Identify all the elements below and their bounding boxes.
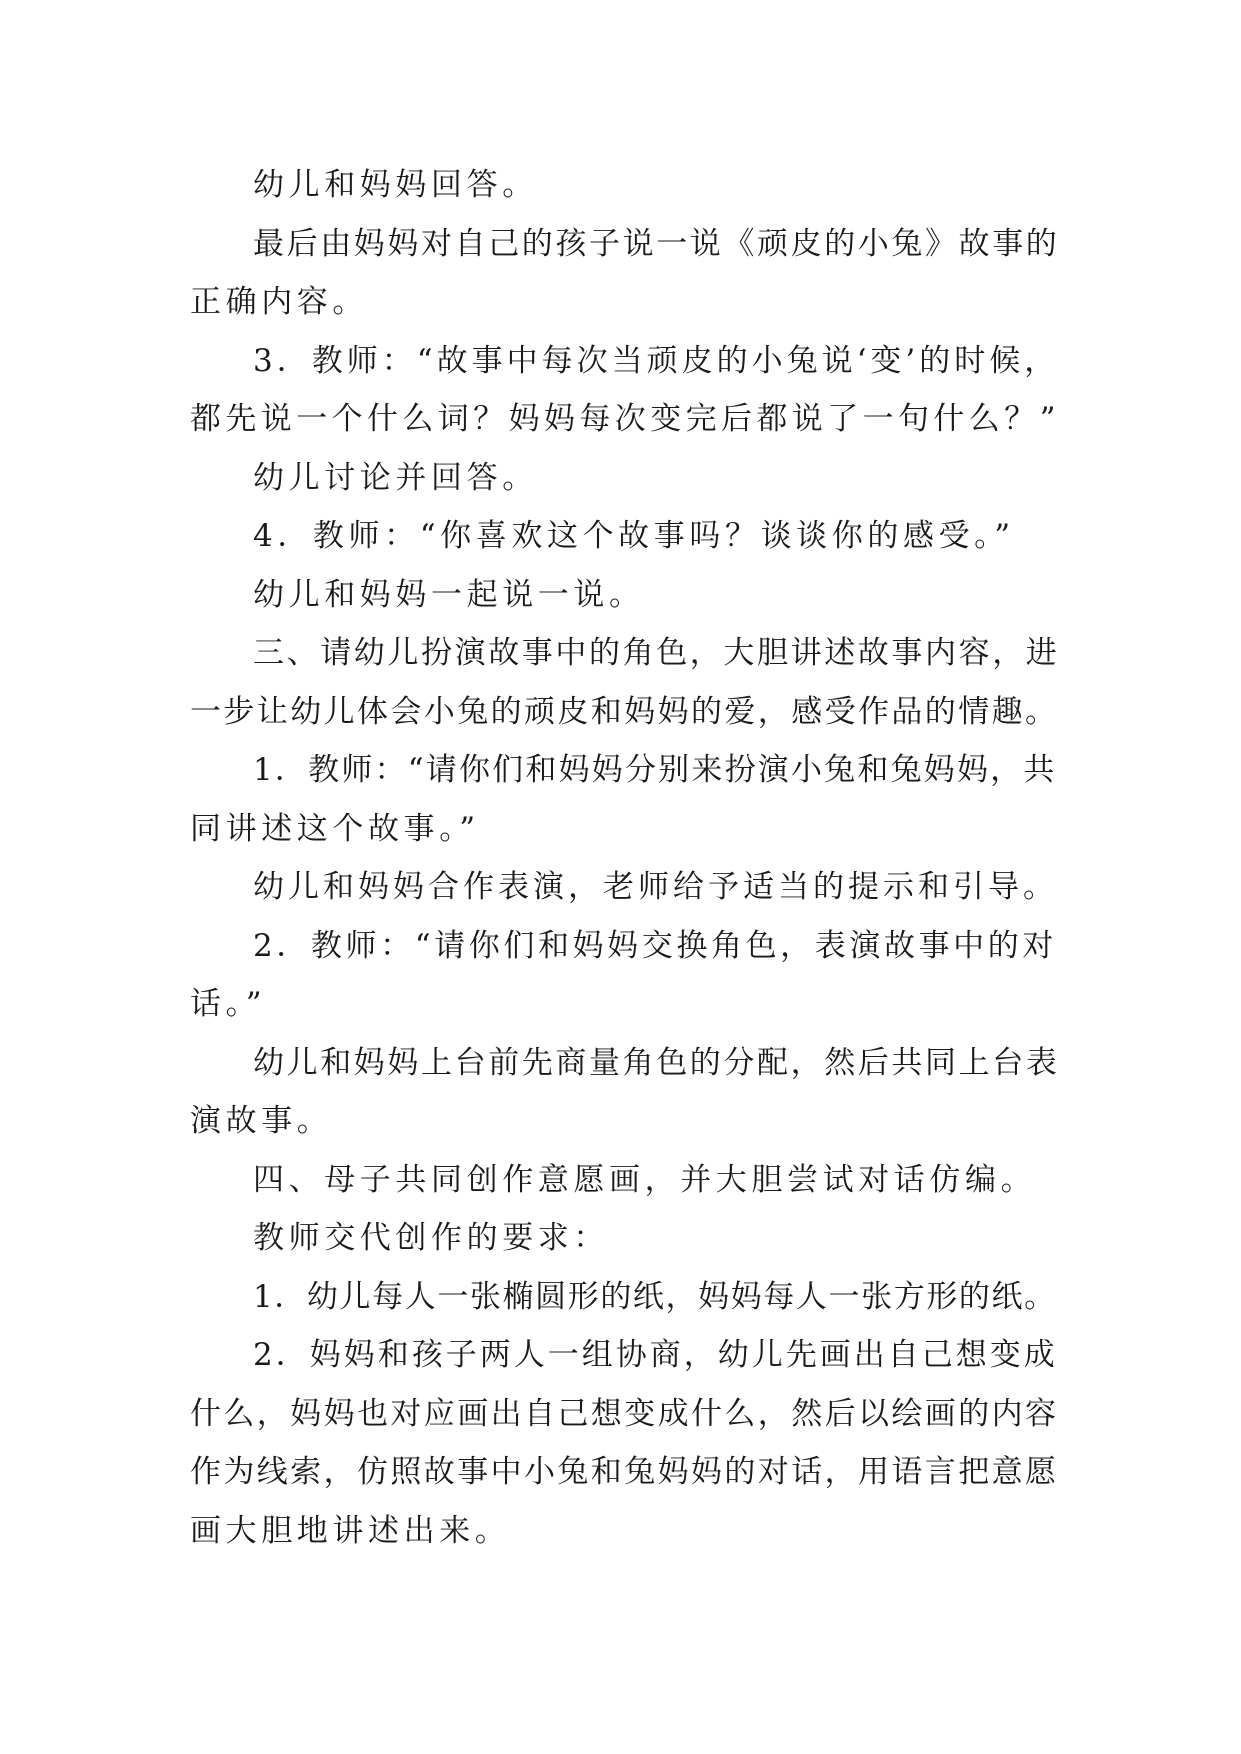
text-line: 3．教师：“故事中每次当顽皮的小兔说‘变’的时候， <box>253 343 1060 379</box>
text-line: 作为线索，仿照故事中小兔和兔妈妈的对话，用语言把意愿 <box>190 1454 1059 1490</box>
text-line: 什么，妈妈也对应画出自己想变成什么，然后以绘画的内容 <box>190 1396 1059 1432</box>
text-line: 幼儿讨论并回答。 <box>253 460 538 496</box>
text-line: 画大胆地讲述出来。 <box>190 1513 511 1549</box>
text-line: 幼儿和妈妈一起说一说。 <box>253 577 645 613</box>
text-line: 一步让幼儿体会小兔的顽皮和妈妈的爱，感受作品的情趣。 <box>190 694 1059 730</box>
text-line: 2．教师：“请你们和妈妈交换角色，表演故事中的对 <box>253 928 1057 964</box>
text-line: 话。” <box>190 986 267 1022</box>
text-line: 都先说一个什么词？妈妈每次变完后都说了一句什么？” <box>190 401 1060 437</box>
text-line: 正确内容。 <box>190 284 368 320</box>
text-line: 同讲述这个故事。” <box>190 811 480 847</box>
text-line: 幼儿和妈妈合作表演，老师给予适当的提示和引导。 <box>253 869 1058 905</box>
text-line: 4．教师：“你喜欢这个故事吗？谈谈你的感受。” <box>253 518 1015 554</box>
text-line: 教师交代创作的要求： <box>253 1220 609 1256</box>
text-line: 幼儿和妈妈回答。 <box>253 167 538 203</box>
text-line: 1．幼儿每人一张椭圆形的纸，妈妈每人一张方形的纸。 <box>253 1279 1057 1315</box>
text-line: 最后由妈妈对自己的孩子说一说《顽皮的小兔》故事的 <box>253 226 1060 262</box>
text-line: 三、请幼儿扮演故事中的角色，大胆讲述故事内容，进 <box>253 635 1060 671</box>
text-line: 演故事。 <box>190 1103 333 1139</box>
text-line: 四、母子共同创作意愿画，并大胆尝试对话仿编。 <box>253 1162 1037 1198</box>
text-line: 1．教师：“请你们和妈妈分别来扮演小兔和兔妈妈，共 <box>253 752 1057 788</box>
text-line: 2．妈妈和孩子两人一组协商，幼儿先画出自己想变成 <box>253 1337 1058 1373</box>
text-line: 幼儿和妈妈上台前先商量角色的分配，然后共同上台表 <box>253 1045 1060 1081</box>
